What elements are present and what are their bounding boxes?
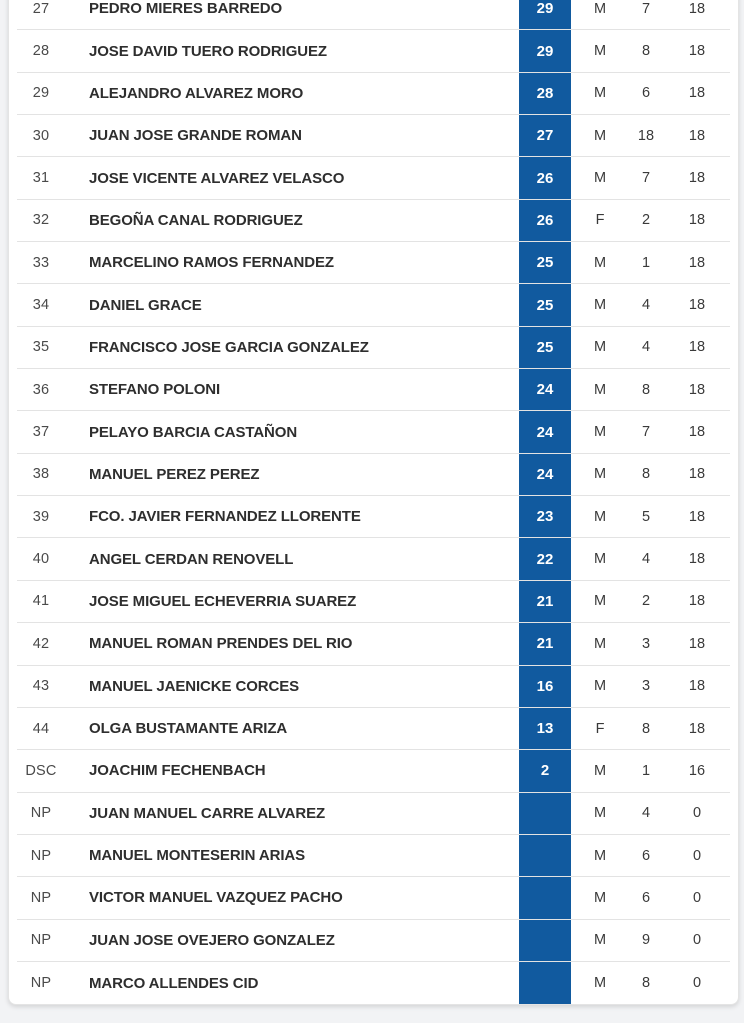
table-row bbox=[17, 157, 730, 199]
table-row bbox=[17, 30, 730, 72]
row-position: NP bbox=[30, 847, 52, 864]
row-position: 28 bbox=[32, 43, 50, 60]
row-value-2: 18 bbox=[688, 720, 706, 737]
row-position: NP bbox=[30, 932, 52, 949]
row-player-name: JUAN JOSE OVEJERO GONZALEZ bbox=[89, 931, 335, 949]
row-position: 31 bbox=[32, 170, 50, 187]
row-player-name: MANUEL JAENICKE CORCES bbox=[89, 677, 300, 695]
row-position: NP bbox=[30, 889, 52, 906]
row-value-2: 18 bbox=[688, 381, 706, 398]
row-position: 40 bbox=[32, 551, 50, 568]
row-player-name: JOACHIM FECHENBACH bbox=[89, 762, 266, 780]
row-gender: M bbox=[593, 593, 607, 610]
table-row bbox=[17, 115, 730, 157]
row-player-name: ALEJANDRO ALVAREZ MORO bbox=[89, 84, 304, 102]
row-gender: M bbox=[593, 43, 607, 60]
row-value-1: 4 bbox=[641, 805, 651, 822]
row-points-badge bbox=[519, 793, 571, 834]
row-value-1: 8 bbox=[641, 43, 651, 60]
row-player-name: JOSE VICENTE ALVAREZ VELASCO bbox=[89, 169, 345, 187]
row-gender: M bbox=[593, 847, 607, 864]
row-player-name: MARCELINO RAMOS FERNANDEZ bbox=[89, 254, 334, 272]
row-position: 29 bbox=[32, 85, 50, 102]
table-row bbox=[17, 581, 730, 623]
row-position: 35 bbox=[32, 339, 50, 356]
row-position: 33 bbox=[32, 254, 50, 271]
row-position: 34 bbox=[32, 297, 50, 314]
row-value-2: 0 bbox=[692, 975, 702, 992]
row-value-1: 7 bbox=[641, 0, 651, 17]
table-row bbox=[17, 962, 730, 1004]
row-value-1: 7 bbox=[641, 424, 651, 441]
row-value-2: 18 bbox=[688, 339, 706, 356]
row-gender: M bbox=[593, 297, 607, 314]
row-gender: M bbox=[593, 805, 607, 822]
row-value-1: 4 bbox=[641, 551, 651, 568]
row-value-2: 18 bbox=[688, 508, 706, 525]
row-points-badge: 21 bbox=[519, 581, 571, 622]
row-value-2: 16 bbox=[688, 762, 706, 779]
row-points-badge bbox=[519, 920, 571, 961]
row-points-badge: 24 bbox=[519, 454, 571, 495]
table-row bbox=[17, 327, 730, 369]
row-player-name: MANUEL PEREZ PEREZ bbox=[89, 465, 260, 483]
row-gender: F bbox=[595, 720, 605, 737]
row-position: 44 bbox=[32, 720, 50, 737]
row-points-badge: 29 bbox=[519, 30, 571, 71]
row-value-2: 0 bbox=[692, 932, 702, 949]
row-value-1: 8 bbox=[641, 975, 651, 992]
row-position: NP bbox=[30, 805, 52, 822]
row-value-2: 0 bbox=[692, 889, 702, 906]
table-row bbox=[17, 835, 730, 877]
row-points-badge: 25 bbox=[519, 327, 571, 368]
row-value-1: 8 bbox=[641, 720, 651, 737]
row-value-1: 6 bbox=[641, 889, 651, 906]
row-value-1: 4 bbox=[641, 297, 651, 314]
row-value-2: 18 bbox=[688, 85, 706, 102]
row-points-badge: 16 bbox=[519, 666, 571, 707]
row-gender: M bbox=[593, 635, 607, 652]
row-points-badge: 26 bbox=[519, 157, 571, 198]
row-gender: M bbox=[593, 254, 607, 271]
row-player-name: JUAN JOSE GRANDE ROMAN bbox=[89, 127, 302, 145]
row-value-2: 18 bbox=[688, 466, 706, 483]
table-row bbox=[17, 623, 730, 665]
row-points-badge: 24 bbox=[519, 369, 571, 410]
row-player-name: PELAYO BARCIA CASTAÑON bbox=[89, 423, 298, 441]
row-value-1: 1 bbox=[641, 254, 651, 271]
row-value-2: 18 bbox=[688, 212, 706, 229]
row-value-1: 6 bbox=[641, 85, 651, 102]
row-value-1: 8 bbox=[641, 466, 651, 483]
row-position: 30 bbox=[32, 127, 50, 144]
row-value-1: 8 bbox=[641, 381, 651, 398]
row-gender: F bbox=[595, 212, 605, 229]
table-row bbox=[17, 708, 730, 750]
row-gender: M bbox=[593, 424, 607, 441]
row-gender: M bbox=[593, 975, 607, 992]
table-row bbox=[17, 369, 730, 411]
row-player-name: STEFANO POLONI bbox=[89, 381, 221, 399]
row-value-2: 0 bbox=[692, 805, 702, 822]
row-player-name: VICTOR MANUEL VAZQUEZ PACHO bbox=[89, 889, 343, 907]
row-points-badge: 2 bbox=[519, 750, 571, 791]
table-row bbox=[17, 0, 730, 30]
row-player-name: FRANCISCO JOSE GARCIA GONZALEZ bbox=[89, 338, 369, 356]
row-value-1: 2 bbox=[641, 593, 651, 610]
row-position: 38 bbox=[32, 466, 50, 483]
row-points-badge: 21 bbox=[519, 623, 571, 664]
row-player-name: ANGEL CERDAN RENOVELL bbox=[89, 550, 294, 568]
row-gender: M bbox=[593, 932, 607, 949]
row-points-badge: 25 bbox=[519, 242, 571, 283]
row-points-badge: 22 bbox=[519, 538, 571, 579]
table-row bbox=[17, 242, 730, 284]
row-position: DSC bbox=[25, 762, 57, 779]
row-points-badge: 25 bbox=[519, 284, 571, 325]
table-row bbox=[17, 538, 730, 580]
row-gender: M bbox=[593, 889, 607, 906]
table-row bbox=[17, 920, 730, 962]
ranking-table-card bbox=[8, 0, 739, 1005]
row-value-2: 18 bbox=[688, 297, 706, 314]
row-player-name: JUAN MANUEL CARRE ALVAREZ bbox=[89, 804, 326, 822]
row-points-badge: 28 bbox=[519, 73, 571, 114]
row-value-2: 18 bbox=[688, 0, 706, 17]
row-value-2: 18 bbox=[688, 424, 706, 441]
row-value-1: 6 bbox=[641, 847, 651, 864]
table-row bbox=[17, 200, 730, 242]
row-value-1: 9 bbox=[641, 932, 651, 949]
row-points-badge: 23 bbox=[519, 496, 571, 537]
row-value-1: 4 bbox=[641, 339, 651, 356]
table-row bbox=[17, 73, 730, 115]
row-player-name: OLGA BUSTAMANTE ARIZA bbox=[89, 720, 288, 738]
row-player-name: FCO. JAVIER FERNANDEZ LLORENTE bbox=[89, 508, 361, 526]
row-value-1: 18 bbox=[637, 127, 655, 144]
row-points-badge: 27 bbox=[519, 115, 571, 156]
row-value-2: 18 bbox=[688, 551, 706, 568]
row-position: 39 bbox=[32, 508, 50, 525]
row-player-name: PEDRO MIERES BARREDO bbox=[89, 0, 283, 18]
row-points-badge: 29 bbox=[519, 0, 571, 29]
row-player-name: MANUEL MONTESERIN ARIAS bbox=[89, 847, 306, 865]
table-row bbox=[17, 284, 730, 326]
row-gender: M bbox=[593, 127, 607, 144]
row-gender: M bbox=[593, 170, 607, 187]
row-value-1: 3 bbox=[641, 678, 651, 695]
row-player-name: DANIEL GRACE bbox=[89, 296, 202, 314]
row-points-badge bbox=[519, 877, 571, 918]
row-points-badge: 26 bbox=[519, 200, 571, 241]
row-value-1: 3 bbox=[641, 635, 651, 652]
row-gender: M bbox=[593, 762, 607, 779]
table-row bbox=[17, 454, 730, 496]
row-value-2: 18 bbox=[688, 678, 706, 695]
row-value-1: 5 bbox=[641, 508, 651, 525]
row-position: 41 bbox=[32, 593, 50, 610]
row-gender: M bbox=[593, 508, 607, 525]
row-value-2: 18 bbox=[688, 43, 706, 60]
row-points-badge: 13 bbox=[519, 708, 571, 749]
row-value-2: 18 bbox=[688, 254, 706, 271]
row-value-2: 18 bbox=[688, 635, 706, 652]
table-row bbox=[17, 496, 730, 538]
table-row bbox=[17, 750, 730, 792]
row-position: 36 bbox=[32, 381, 50, 398]
row-value-1: 2 bbox=[641, 212, 651, 229]
row-points-badge bbox=[519, 962, 571, 1004]
row-value-1: 1 bbox=[641, 762, 651, 779]
row-position: 32 bbox=[32, 212, 50, 229]
row-gender: M bbox=[593, 678, 607, 695]
row-player-name: BEGOÑA CANAL RODRIGUEZ bbox=[89, 211, 303, 229]
row-player-name: JOSE MIGUEL ECHEVERRIA SUAREZ bbox=[89, 592, 357, 610]
row-gender: M bbox=[593, 85, 607, 102]
row-gender: M bbox=[593, 339, 607, 356]
row-gender: M bbox=[593, 0, 607, 17]
row-value-2: 18 bbox=[688, 170, 706, 187]
table-row bbox=[17, 411, 730, 453]
row-position: 42 bbox=[32, 635, 50, 652]
row-gender: M bbox=[593, 466, 607, 483]
row-position: NP bbox=[30, 975, 52, 992]
row-value-2: 0 bbox=[692, 847, 702, 864]
table-row bbox=[17, 793, 730, 835]
row-value-2: 18 bbox=[688, 127, 706, 144]
row-value-1: 7 bbox=[641, 170, 651, 187]
row-position: 27 bbox=[32, 0, 50, 17]
row-position: 43 bbox=[32, 678, 50, 695]
row-player-name: MARCO ALLENDES CID bbox=[89, 974, 259, 992]
table-row bbox=[17, 877, 730, 919]
row-points-badge bbox=[519, 835, 571, 876]
row-player-name: MANUEL ROMAN PRENDES DEL RIO bbox=[89, 635, 353, 653]
row-points-badge: 24 bbox=[519, 411, 571, 452]
row-position: 37 bbox=[32, 424, 50, 441]
row-gender: M bbox=[593, 551, 607, 568]
row-gender: M bbox=[593, 381, 607, 398]
row-player-name: JOSE DAVID TUERO RODRIGUEZ bbox=[89, 42, 327, 60]
ranking-table-body bbox=[17, 0, 730, 1004]
table-row bbox=[17, 666, 730, 708]
row-value-2: 18 bbox=[688, 593, 706, 610]
